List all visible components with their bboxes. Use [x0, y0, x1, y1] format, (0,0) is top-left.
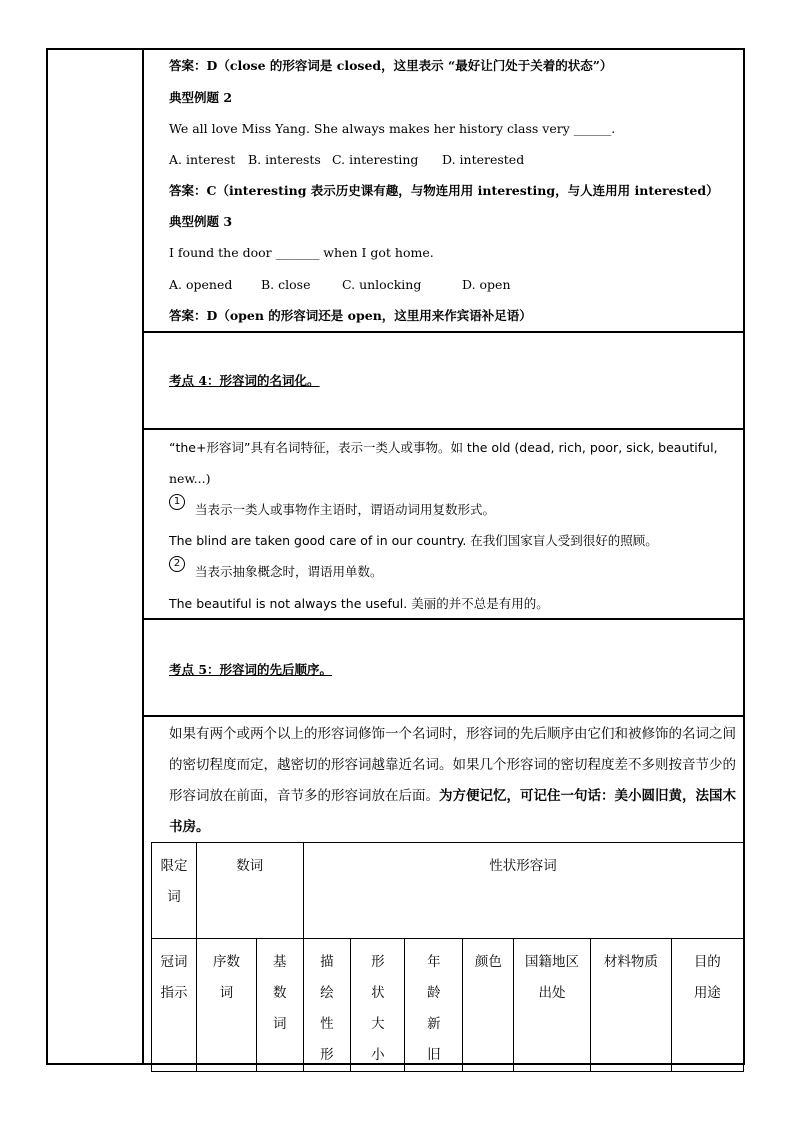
circled-number-2: 2 — [169, 556, 185, 572]
cell-ordinal: 序数词 — [197, 939, 257, 1072]
example-2-question: We all love Miss Yang. She always makes her history class very ______. — [169, 121, 616, 136]
cell-color: 颜色 — [463, 939, 514, 1072]
rule-1-example: The blind are taken good care of in our country. 在我们国家盲人受到很好的照顾。 — [169, 533, 658, 548]
order-explanation — [169, 719, 741, 843]
order-mnemonic: 为方便记忆，可记住一句话：美小圆旧黄，法国木书房。 — [169, 788, 736, 835]
adjective-order-table — [151, 842, 744, 1072]
header-determiner: 限定词 — [152, 843, 197, 939]
example-3-title: 典型例题 3 — [169, 214, 233, 229]
left-column — [46, 48, 144, 1065]
example-3-option-d: D. open — [462, 277, 511, 292]
examples-block — [144, 48, 745, 333]
example-3-option-b: B. close — [261, 277, 311, 292]
cell-article-demonstrative: 冠词指示 — [152, 939, 197, 1072]
circled-number-1: 1 — [169, 494, 185, 510]
rule-2-example: The beautiful is not always the useful. 美丽的并不总是有用的。 — [169, 596, 549, 611]
example-2-title: 典型例题 2 — [169, 90, 233, 105]
table-category-row — [152, 939, 744, 1072]
rule-1 — [169, 496, 496, 520]
point-4-content — [144, 430, 745, 620]
answer-3: 答案：D（open 的形容词还是 open，这里用来作宾语补足语） — [169, 308, 532, 323]
answer-1: 答案：D（close 的形容词是 closed，这里表示 “最好让门处于关着的状态”） — [169, 58, 613, 73]
example-3-option-c: C. unlocking — [342, 277, 422, 292]
point-4-title: 考点 4：形容词的名词化。 — [169, 373, 320, 388]
example-2-option-a: A. interest — [169, 152, 236, 167]
nominalization-intro: “the+形容词”具有名词特征，表示一类人或事物。如 the old (dead, rich, poor, sick, beautiful, — [169, 440, 718, 455]
table-header-row — [152, 843, 744, 939]
rule-2-text: 当表示抽象概念时，谓语用单数。 — [195, 564, 383, 579]
example-2-option-c: C. interesting — [332, 152, 419, 167]
cell-shape-size: 形状大小 — [351, 939, 405, 1072]
cell-purpose: 目的用途 — [672, 939, 743, 1072]
nominalization-intro-cont: new...) — [169, 471, 211, 486]
rule-2 — [169, 558, 383, 582]
example-3-option-a: A. opened — [169, 277, 233, 292]
example-2-option-b: B. interests — [248, 152, 321, 167]
point-4-section — [144, 333, 745, 430]
header-qualitative: 性状形容词 — [303, 843, 743, 939]
cell-material: 材料物质 — [590, 939, 671, 1072]
cell-descriptive: 描绘性形 — [303, 939, 351, 1072]
content-column — [144, 48, 745, 1065]
order-explanation-text: 如果有两个或两个以上的形容词修饰一个名词时，形容词的先后顺序由它们和被修饰的名词之间的密切程度而定，越密切的形容词越靠近名词。如果几个形容词的密切程度差不多则按音节少的形容词放在前面，音节多的形容词放在后面。 — [169, 726, 736, 804]
cell-cardinal: 基数词 — [257, 939, 304, 1072]
example-3-question: I found the door _______ when I got home. — [169, 245, 434, 260]
example-2-option-d: D. interested — [442, 152, 525, 167]
point-5-section — [144, 620, 745, 717]
rule-1-text: 当表示一类人或事物作主语时，谓语动词用复数形式。 — [195, 502, 496, 517]
cell-age: 年龄新旧 — [405, 939, 463, 1072]
point-5-title: 考点 5：形容词的先后顺序。 — [169, 662, 333, 677]
header-numeral: 数词 — [197, 843, 304, 939]
cell-nationality-origin: 国籍地区出处 — [514, 939, 590, 1072]
answer-2: 答案：C（interesting 表示历史课有趣，与物连用用 interesting，与人连用用 interested） — [169, 183, 719, 198]
